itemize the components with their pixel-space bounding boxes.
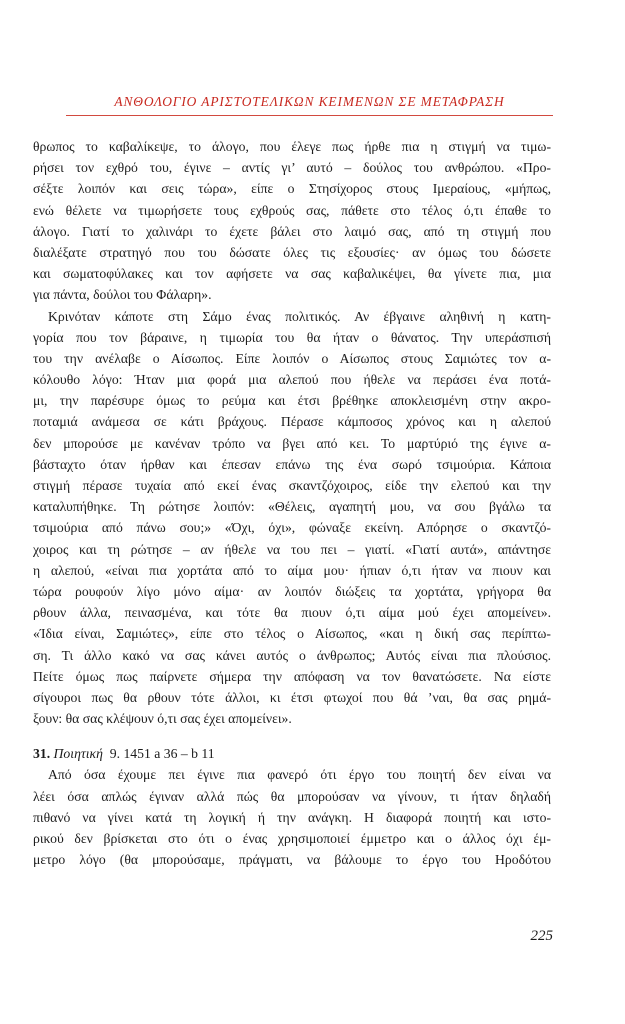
section-31 — [33, 743, 551, 870]
text-line: μετρο λόγο (θα μπορούσαμε, πράγματι, να βάλουμε το έργο του Ηροδότου — [33, 852, 551, 868]
text-line: στιγμή πέρασε τυχαία από εκεί ένας σκαντζόχοιρος, είδε την ελεπού και την — [33, 478, 551, 493]
text-line: «Ίδια είναι, Σαμιώτες», είπε στο τέλος ο Αίσωπος, «και η δική σας περίπτω- — [33, 626, 551, 642]
text-line: σίγουροι πως θα ρθουν τότε άλλοι, κι έτσι φτωχοί που θά ’ναι, θα σας ρημά- — [33, 689, 551, 705]
text-line: ρθουν άλλα, πεινασμένα, και τότε θα πιουν ό,τι αίμα μού έχει απομείνει». — [33, 605, 551, 621]
paragraph-2 — [33, 306, 551, 730]
text-line: καταλυπήθηκε. Τη ρώτησε λοιπόν: «Θέλεις, αγαπητή μου, να σου βγάλω τα — [33, 499, 551, 515]
text-line: ποταμιά ανάμεσα σε κάτι βράχους. Πέρασε κάμποσος χρόνος και η αλεπού — [33, 414, 551, 430]
text-line: ρήσει τον εχθρό του, έγινε – αντίς γι’ αυτό – δούλος του ανθρώπου. «Προ- — [33, 160, 551, 176]
text-line: πιθανό να γίνει κατά τη λογική ή την ανάγκη. Η διαφορά ποιητή και ιστο- — [33, 809, 551, 825]
text-line: Πείτε όμως πως παίρνετε σήμερα την απόφαση να τον θανατώσετε. Να είστε — [33, 668, 551, 684]
text-line: σέξτε λοιπόν και σεις τώρα», είπε ο Στησίχορος στους Ιμεραίους, «μήπως, — [33, 181, 551, 197]
text-line: και σωματοφύλακες και τον αφήσετε να σας καβαλικέψει, θα γίνετε πια, μια — [33, 266, 551, 282]
text-line: για πάντα, δούλοι του Φάλαρη». — [33, 287, 212, 303]
text-line: άλογο. Γιατί το χαλινάρι το έχετε βάλει στο λαιμό σας, από τη στιγμή που — [33, 223, 551, 239]
section-reference: 9. 1451 a 36 – b 11 — [109, 746, 215, 762]
page-body — [33, 136, 551, 870]
section-heading — [33, 743, 551, 764]
text-line: ξουν: θα σας κλέψουν ό,τι σας έχει απομείνει». — [33, 711, 292, 727]
text-line: βάσταχτο όταν ήρθαν και έπεσαν επάνω της ένα σωρό τσιμούρια. Κάποια — [33, 456, 551, 472]
section-work-title: Ποιητική — [53, 746, 103, 762]
text-line: τσιμούρια από πάνω σου;» «Όχι, όχι», φώναξε εκείνη. Απόρησε ο σκαντζό- — [33, 520, 551, 536]
text-line: διαλέξατε στρατηγό που του δώσατε όλες τις εξουσίες· αν όμως του δώσετε — [33, 244, 551, 260]
text-line: θρωπος το καβαλίκεψε, το άλογο, που έλεγε πως ήρθε πια η στιγμή να τιμω- — [33, 139, 551, 154]
text-line: δεν μπορούσε με κανέναν τρόπο να βγει από κει. Το μαρτύριό της έγινε α- — [33, 435, 551, 451]
text-line: χοιρος και τη ρώτησε – αν ήθελε να του πει – γιατί. «Γιατί αυτά», απάντησε — [33, 541, 551, 557]
text-line: του την ανέλαβε ο Αίσωπος. Είπε λοιπόν ο Αίσωπος στους Σαμιώτες τον α- — [33, 350, 551, 366]
text-line: Από όσα έχουμε πει έγινε πια φανερό ότι έργο του ποιητή δεν είναι να — [48, 767, 551, 783]
text-line: λέει όσα απλώς έγιναν αλλά πώς θα μπορούσαν να γίνουν, τι ήταν δηλαδή — [33, 788, 551, 804]
text-line: η αλεπού, «είναι πια χορτάτα από το αίμα μου· ήπιαν ό,τι ήταν να πιουν και — [33, 562, 551, 578]
text-line: μι, την παρέσυρε όμως το ρεύμα και έτσι βρέθηκε αποκλεισμένη στην ακρο- — [33, 393, 551, 409]
text-line: τώρα ρουφούν λίγο μόνο αίμα· αν λοιπόν διώξεις τα χορτάτα, γρήγορα θα — [33, 583, 551, 599]
section-number: 31. — [33, 746, 51, 762]
paragraph-1 — [33, 136, 551, 306]
text-line: ση. Τι άλλο κακό να σας κάνει αυτός ο άνθρωπος; Αυτός είναι πια πλούσιος. — [33, 647, 551, 663]
text-line: γορία που τον βάραινε, η τιμωρία του θα ήταν ο θάνατος. Την υπεράσπισή — [33, 329, 551, 345]
text-line: κόλουθο λόγο: Ήταν μια φορά μια αλεπού που ήθελε να περάσει ένα ποτά- — [33, 372, 551, 388]
text-line: Κρινόταν κάποτε στη Σάμο ένας πολιτικός. Αν έβγαινε αληθινή η κατη- — [48, 308, 551, 324]
page-number: 225 — [530, 928, 553, 944]
running-header: ΑΝΘΟΛΟΓΙΟ ΑΡΙΣΤΟΤΕΛΙΚΩΝ ΚΕΙΜΕΝΩΝ ΣΕ ΜΕΤΑΦΡΑΣΗ — [114, 94, 505, 109]
header-divider — [66, 115, 553, 116]
text-line: ρικού δεν βρίσκεται στο ότι ο ένας χρησιμοποιεί έμμετρο και ο άλλος όχι έμ- — [33, 831, 551, 846]
section-spacer — [33, 729, 551, 743]
text-line: ενώ θέλετε να τιμωρήσετε τους εχθρούς σας, πάθετε στο τέλος ό,τι έπαθε το — [33, 202, 551, 218]
